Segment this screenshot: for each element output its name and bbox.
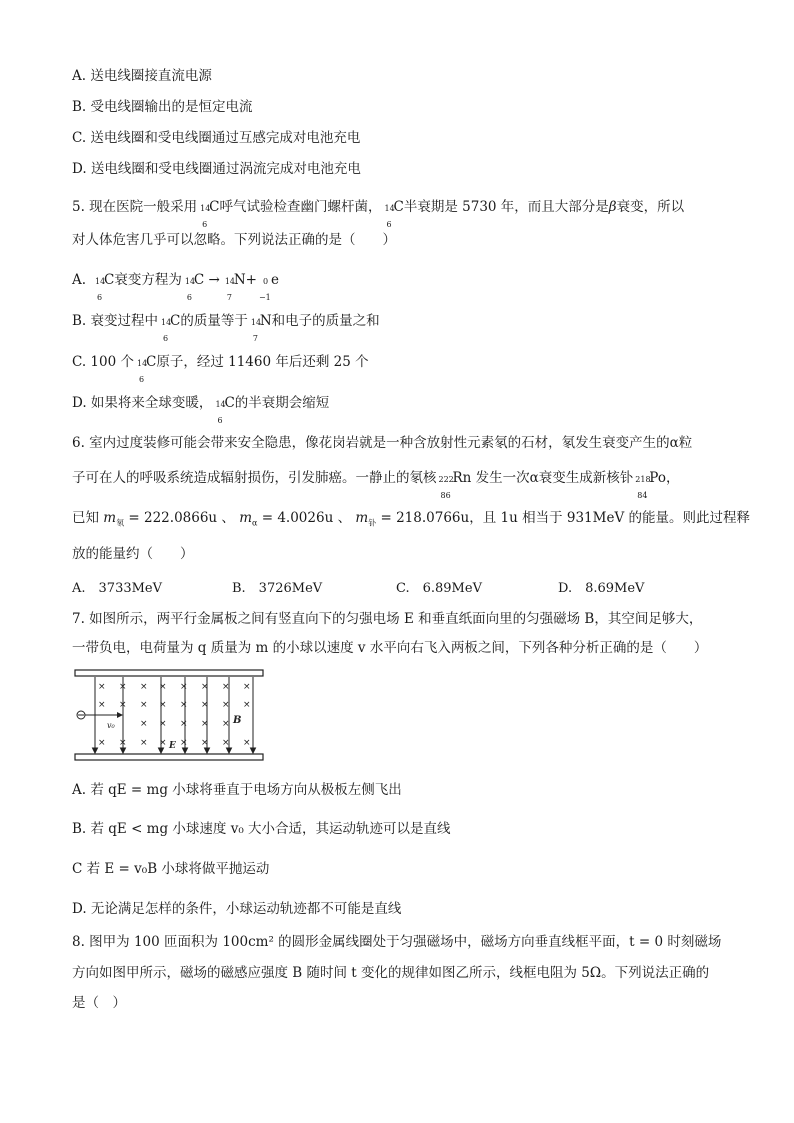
q7-stem-line1: 7. 如图所示，两平行金属板之间有竖直向下的匀强电场 E 和垂直纸面向里的匀强磁场 B，其空间足够大，: [72, 611, 703, 627]
magnetic-field-cross: ×: [140, 738, 148, 748]
q7-option-a: A. 若 qE = mg 小球将垂直于电场方向从极板左侧飞出: [72, 782, 402, 798]
q4-option-c: C. 送电线圈和受电线圈通过互感完成对电池充电: [72, 130, 361, 146]
q8-stem-line1: 8. 图甲为 100 匝面积为 100cm² 的圆形金属线圈处于匀强磁场中，磁场方向垂直线框平面，t = 0 时刻磁场: [72, 934, 722, 950]
magnetic-field-cross: ×: [201, 719, 209, 729]
magnetic-field-cross: ×: [222, 719, 230, 729]
field-line-arrowhead: [205, 748, 210, 753]
magnetic-field-cross: ×: [222, 738, 230, 748]
capacitor-field-figure: [71, 668, 267, 764]
q8-stem-line3: 是（ ）: [72, 995, 126, 1011]
q7-option-b: B. 若 qE < mg 小球速度 v₀ 大小合适，其运动轨迹可以是直线: [72, 821, 451, 837]
q6-option-c: C. 6.89MeV: [396, 581, 482, 596]
label-E: E: [169, 741, 176, 751]
q5-option-b: B. 衰变过程中 14 6 C的质量等于 14 7 N和电子的质量之和: [72, 313, 380, 343]
magnetic-field-cross: ×: [159, 682, 167, 692]
q4-option-d: D. 送电线圈和受电线圈通过涡流完成对电池充电: [72, 161, 361, 177]
q5-stem-line2: 对人体危害几乎可以忽略。下列说法正确的是（ ）: [72, 232, 396, 248]
magnetic-field-cross: ×: [201, 682, 209, 692]
field-line-arrowhead: [159, 748, 164, 753]
top-plate: [75, 670, 263, 676]
magnetic-field-cross: ×: [243, 682, 251, 692]
q4-option-b: B. 受电线圈输出的是恒定电流: [72, 99, 253, 115]
q5-option-a: A. 14 6 C衰变方程为 14 6 C → 14 7 N+ 0 −1 e: [72, 272, 279, 302]
magnetic-field-cross: ×: [140, 719, 148, 729]
magnetic-field-cross: ×: [98, 738, 106, 748]
q8-stem-line2: 方向如图甲所示，磁场的磁感应强度 B 随时间 t 变化的规律如图乙所示，线框电阻为 5Ω。下列说法正确的: [72, 965, 710, 981]
field-line-arrowhead: [121, 748, 126, 753]
field-line-arrowhead: [93, 748, 98, 753]
q7-option-c: C 若 E = v₀B 小球将做平抛运动: [72, 861, 270, 877]
q6-stem-line1: 6. 室内过度装修可能会带来安全隐患，像花岗岩就是一种含放射性元素氡的石材，氡发生衰变产生的α粒: [72, 435, 693, 451]
magnetic-field-cross: ×: [159, 719, 167, 729]
label-B: B: [233, 715, 242, 726]
q6-stem-line2: 子可在人的呼吸系统造成辐射损伤，引发肺癌。一静止的氡核 222 86 Rn 发生一次α衰变生成新核钋 218 84 Po，: [72, 470, 680, 500]
magnetic-field-cross: ×: [140, 700, 148, 710]
q5-option-c: C. 100 个 14 6 C原子，经过 11460 年后还剩 25 个: [72, 354, 369, 384]
label-v0: v₀: [107, 721, 115, 730]
q4-option-a: A. 送电线圈接直流电源: [72, 68, 212, 84]
magnetic-field-cross: ×: [180, 682, 188, 692]
q5-stem-line1: 5. 现在医院一般采用 14 6 C呼气试验检查幽门螺杆菌， 14 6 C半衰期是 5730 年，而且大部分是β衰变，所以: [72, 199, 685, 229]
bottom-plate: [75, 754, 263, 760]
q7-stem-line2: 一带负电，电荷量为 q 质量为 m 的小球以速度 v 水平向右飞入两板之间，下列各种分析正确的是（ ）: [72, 640, 708, 656]
field-line-arrowhead: [183, 748, 188, 753]
magnetic-field-cross: ×: [180, 719, 188, 729]
magnetic-field-cross: ×: [201, 738, 209, 748]
magnetic-field-cross: ×: [98, 700, 106, 710]
field-line-arrowhead: [227, 748, 232, 753]
field-line-arrowhead: [251, 748, 256, 753]
q5-option-d: D. 如果将来全球变暖， 14 6 C的半衰期会缩短: [72, 395, 330, 425]
q6-stem-line4: 放的能量约（ ）: [72, 546, 194, 562]
magnetic-field-cross: ×: [222, 700, 230, 710]
q7-option-d: D. 无论满足怎样的条件，小球运动轨迹都不可能是直线: [72, 901, 402, 917]
q6-option-b: B. 3726MeV: [232, 581, 323, 596]
q6-option-d: D. 8.69MeV: [558, 581, 645, 596]
magnetic-field-cross: ×: [159, 738, 167, 748]
magnetic-field-cross: ×: [222, 682, 230, 692]
magnetic-field-cross: ×: [119, 700, 127, 710]
magnetic-field-cross: ×: [98, 682, 106, 692]
magnetic-field-cross: ×: [119, 738, 127, 748]
q6-options: [72, 577, 692, 597]
q6-option-a: A. 3733MeV: [72, 581, 162, 596]
magnetic-field-cross: ×: [159, 700, 167, 710]
q6-stem-line3: 已知 $m_氡 = 222.0866u$ 、 $m_\alpha = 4.0026u$ 、 $m_钋 = 218.0766u$，且 1u 相当于 931MeV 的能量。则此过程释: [72, 510, 750, 528]
magnetic-field-cross: ×: [243, 738, 251, 748]
magnetic-field-cross: ×: [243, 700, 251, 710]
magnetic-field-cross: ×: [180, 700, 188, 710]
magnetic-field-cross: ×: [201, 700, 209, 710]
magnetic-field-cross: ×: [140, 682, 148, 692]
magnetic-field-cross: ×: [119, 682, 127, 692]
magnetic-field-cross: ×: [180, 738, 188, 748]
